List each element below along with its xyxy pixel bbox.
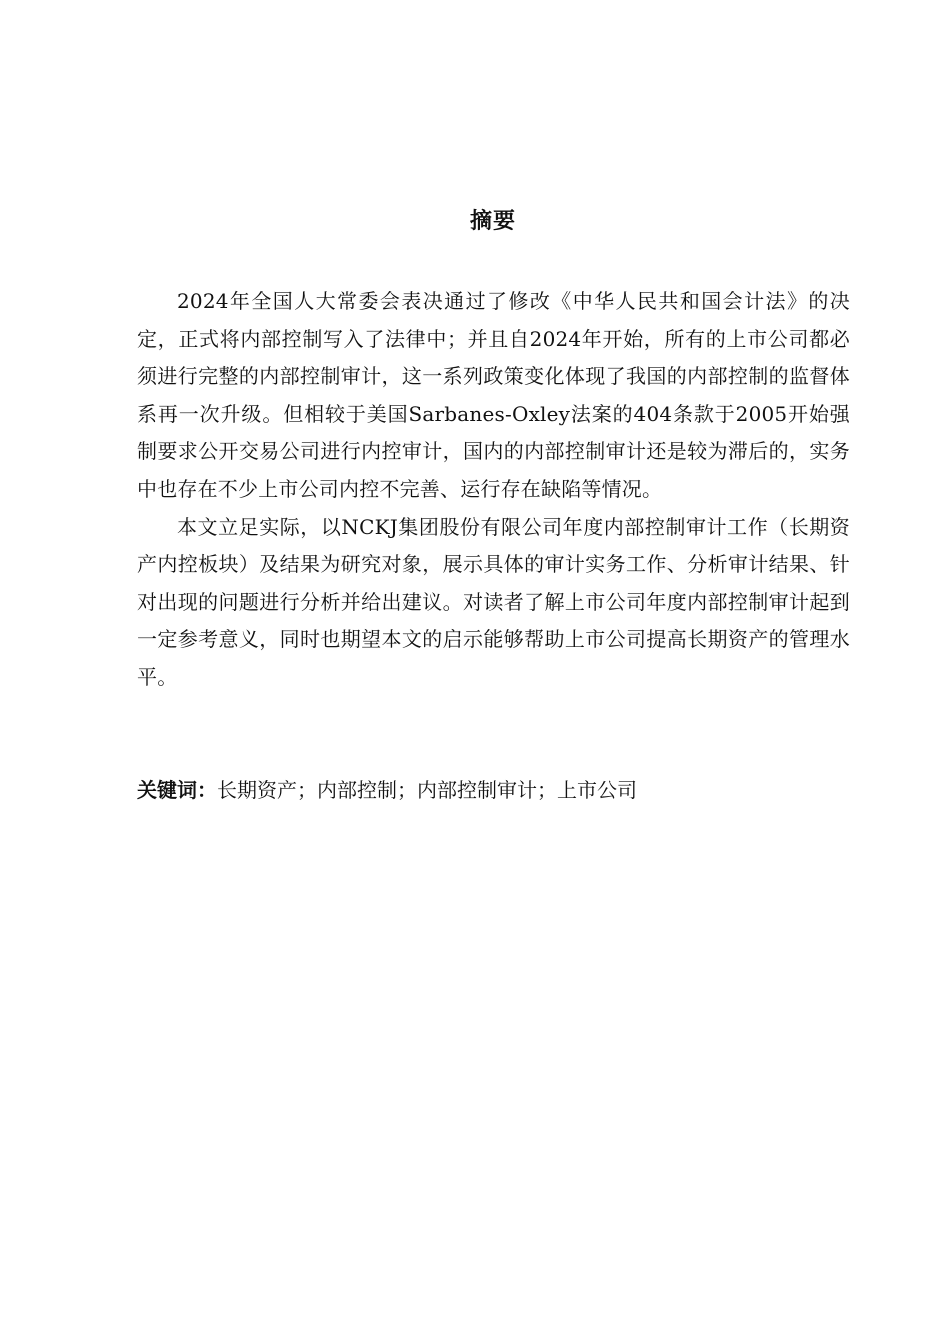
keywords-text: 长期资产；内部控制；内部控制审计；上市公司 [217,778,637,802]
keywords-label: 关键词： [137,778,217,802]
keywords-line [137,772,637,808]
abstract-paragraph-1: 2024年全国人大常委会表决通过了修改《中华人民共和国会计法》的决定，正式将内部控制写入了法律中；并且自2024年开始，所有的上市公司都必须进行完整的内部控制审计，这一系列政策变化体现了我国的内部控制的监督体系再一次升级。但相较于美国Sarbanes-Oxley法案的404条款于2005开始强制要求公开交易公司进行内控审计，国内的内部控制审计还是较为滞后的，实务中也存在不少上市公司内控不完善、运行存在缺陷等情况。 [137,289,850,501]
abstract-paragraph-2: 本文立足实际，以NCKJ集团股份有限公司年度内部控制审计工作（长期资产内控板块）及结果为研究对象，展示具体的审计实务工作、分析审计结果、针对出现的问题进行分析并给出建议。对读者了解上市公司年度内部控制审计起到一定参考意义，同时也期望本文的启示能够帮助上市公司提高长期资产的管理水平。 [137,514,850,689]
abstract-title: 摘要 [469,209,516,234]
abstract-body [137,283,850,697]
